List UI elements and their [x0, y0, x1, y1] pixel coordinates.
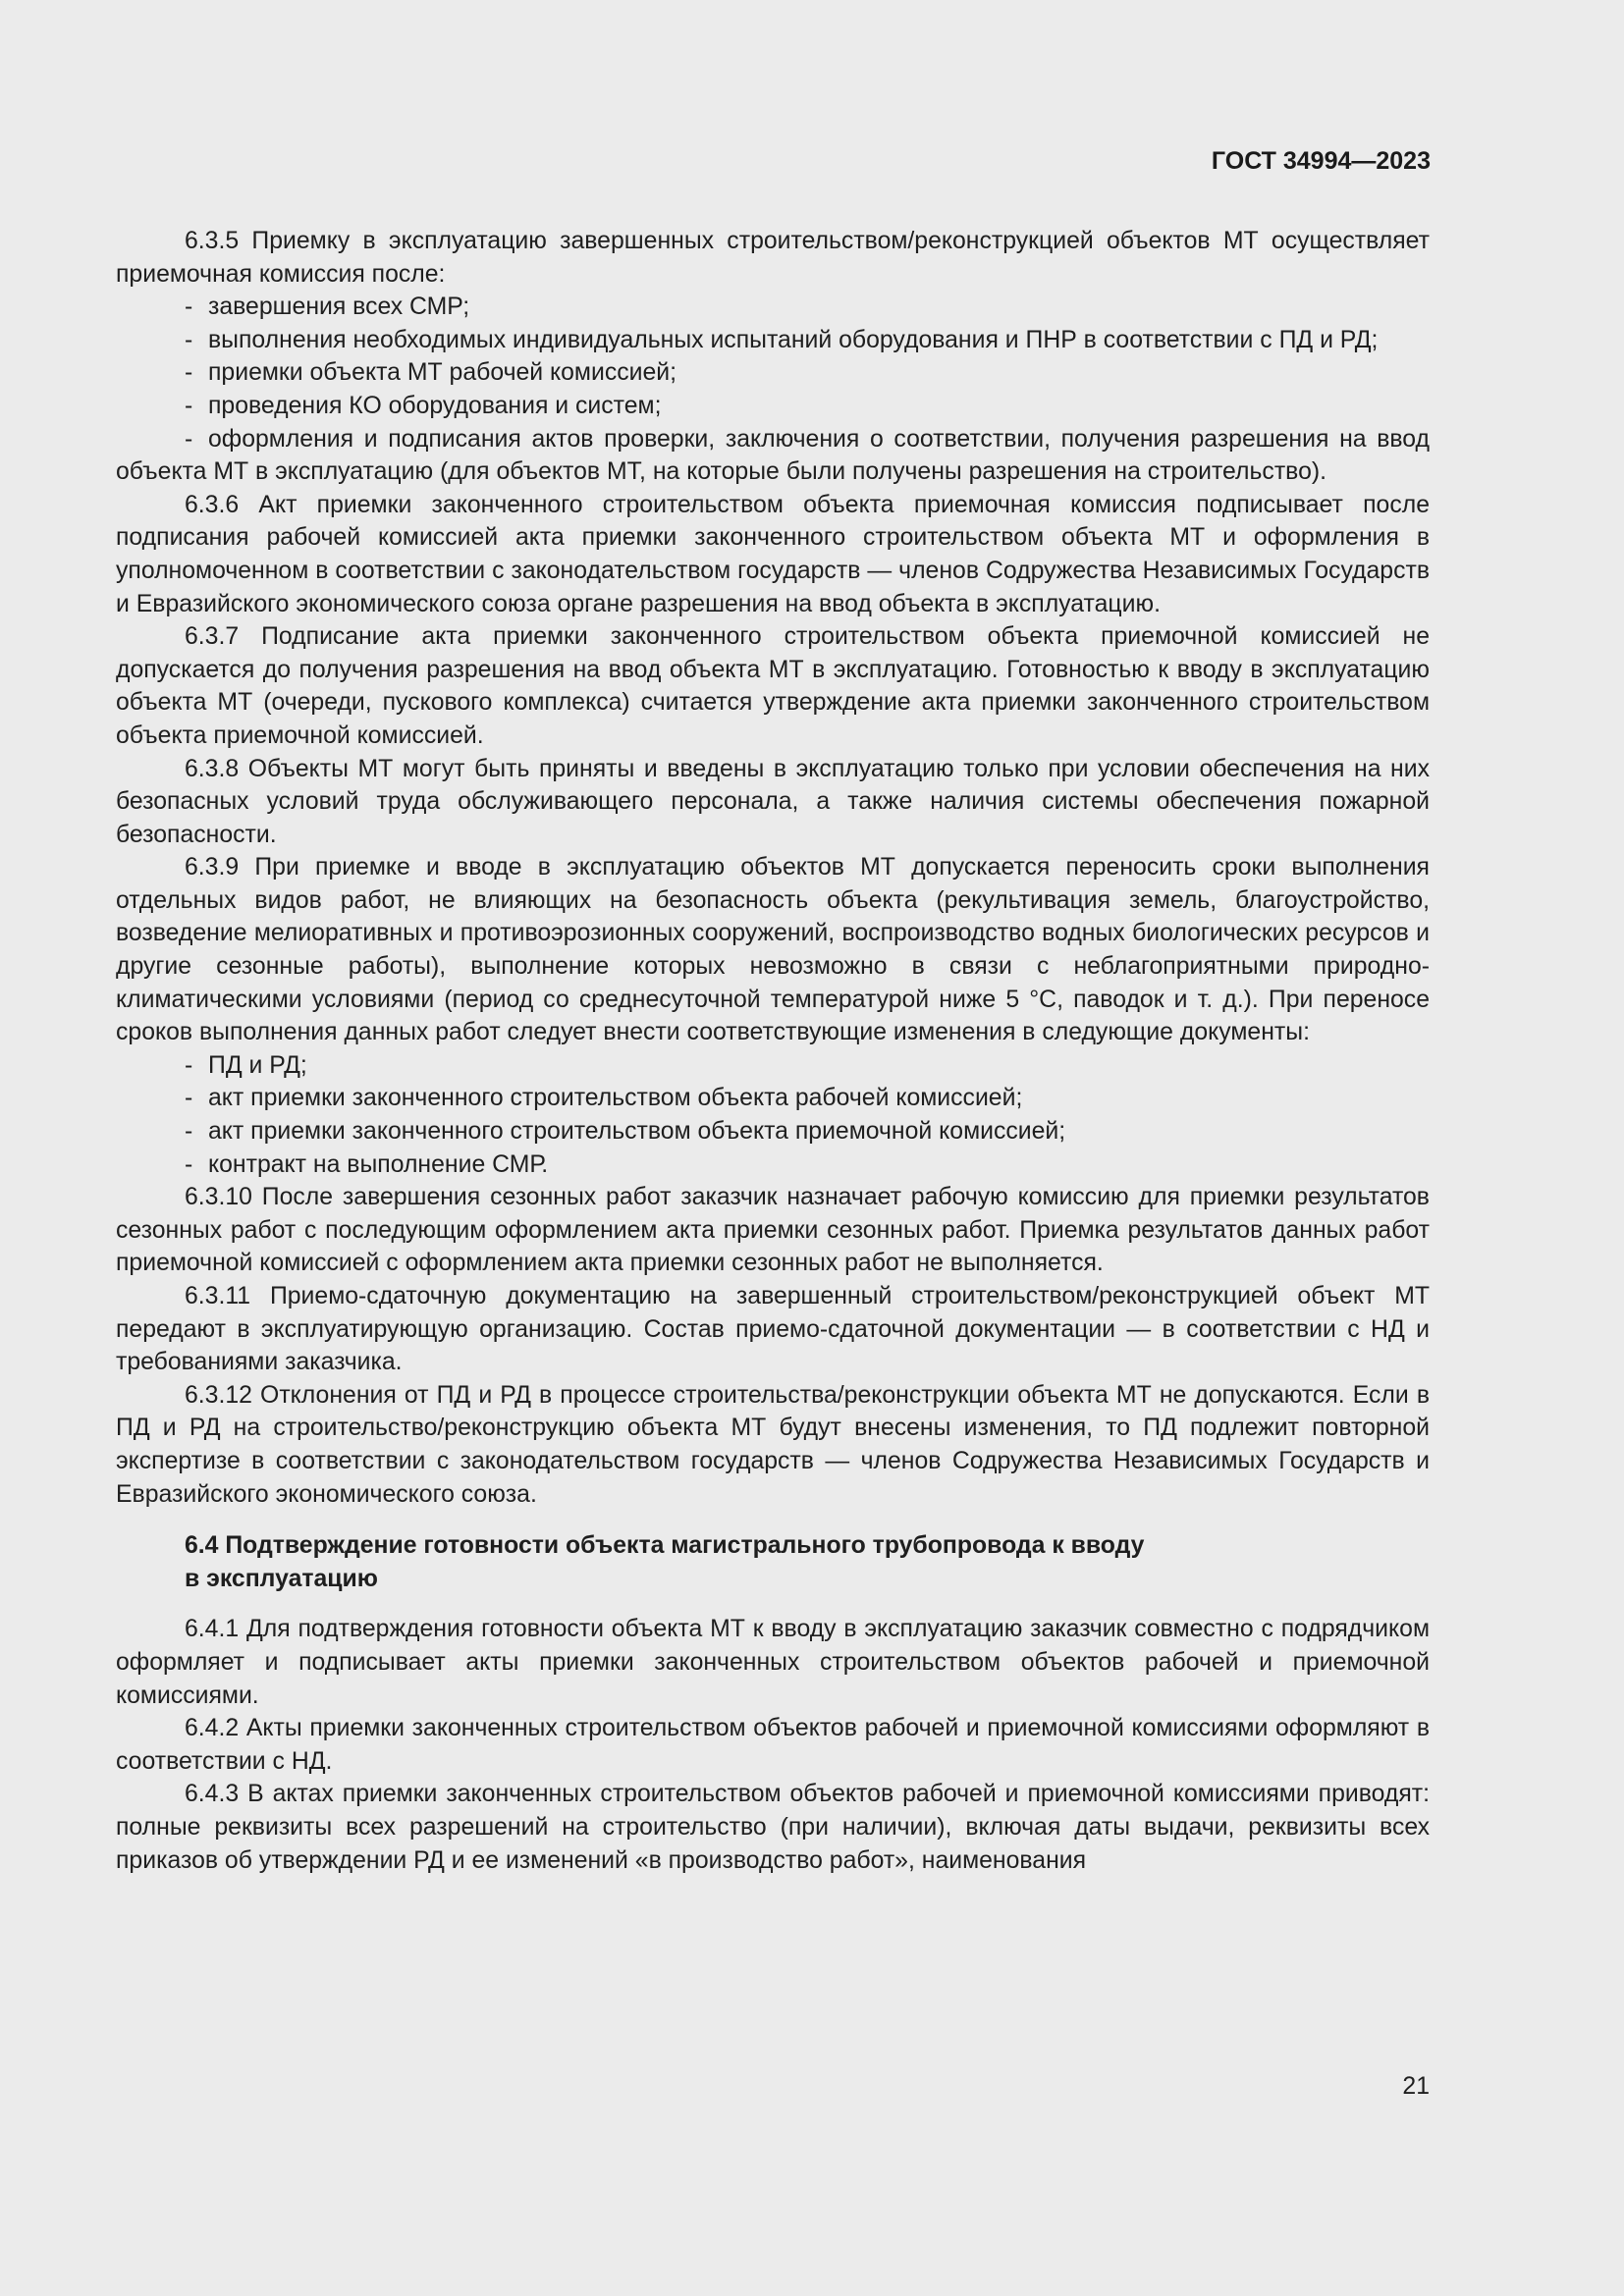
- list-item-text: контракт на выполнение СМР.: [208, 1150, 549, 1178]
- paragraph-6-4-2: 6.4.2 Акты приемки законченных строительством объектов рабочей и приемочной комиссиями оформляют в соответствии с НД.: [116, 1715, 1430, 1775]
- list-item: [116, 324, 1430, 357]
- list-item-text: ПД и РД;: [208, 1051, 307, 1079]
- dash-bullet: -: [185, 294, 193, 321]
- list-item: [116, 1115, 1430, 1148]
- dash-bullet: -: [185, 1085, 193, 1112]
- paragraph-6-3-11: 6.3.11 Приемо-сдаточную документацию на завершенный строительством/реконструкцией объект МТ передают в эксплуатирующую организацию. Состав приемо-сдаточной документации — в соответствии с НД и требованиями заказчика.: [116, 1283, 1430, 1376]
- paragraph-6-3-9: 6.3.9 При приемке и вводе в эксплуатацию объектов МТ допускается переносить сроки выполнения отдельных видов работ, не влияющих на безопасность объекта (рекультивация земель, благоустройство, возведение мелиоративных и противоэрозионных сооружений, воспроизводство водных биологических ресурсов и другие сезонные работы), выполнение которых невозможно в связи с неблагоприятными природно-климатическими условиями (период со среднесуточной температурой ниже 5 °С, паводок и т. д.). При переносе сроков выполнения данных работ следует внести соответствующие изменения в следующие документы:: [116, 854, 1430, 1046]
- section-heading-6-4: [116, 1529, 1430, 1595]
- dash-bullet: -: [185, 1051, 193, 1079]
- list-item-text: оформления и подписания актов проверки, заключения о соответствии, получения разрешения на ввод объекта МТ в эксплуатацию (для объектов МТ, на которые были получены разрешения на строительство).: [116, 425, 1430, 486]
- document-code: ГОСТ 34994—2023: [1211, 147, 1431, 175]
- page-content: [116, 225, 1430, 1877]
- page-number: 21: [1402, 2073, 1430, 2100]
- dash-bullet: -: [185, 425, 193, 453]
- list-item-text: завершения всех СМР;: [208, 294, 470, 321]
- paragraph-6-3-5: 6.3.5 Приемку в эксплуатацию завершенных строительством/реконструкцией объектов МТ осуществляет приемочная комиссия после:: [116, 228, 1430, 288]
- list-item: [116, 1082, 1430, 1115]
- dash-bullet: -: [185, 1150, 193, 1178]
- section-heading-line: 6.4 Подтверждение готовности объекта магистрального трубопровода к вводу: [185, 1532, 1145, 1560]
- paragraph-6-3-12: 6.3.12 Отклонения от ПД и РД в процессе строительства/реконструкции объекта МТ не допускаются. Если в ПД и РД на строительство/реконструкцию объекта МТ будут внесены изменения, то ПД подлежит повторной экспертизе в соответствии с законодательством государств — членов Содружества Независимых Государств и Евразийского экономического союза.: [116, 1381, 1430, 1508]
- list-item: [116, 291, 1430, 324]
- paragraph-6-3-7: 6.3.7 Подписание акта приемки законченного строительством объекта приемочной комиссией не допускается до получения разрешения на ввод объекта МТ в эксплуатацию. Готовностью к вводу в эксплуатацию объекта МТ (очереди, пускового комплекса) считается утверждение акта приемки законченного строительством объекта приемочной комиссией.: [116, 623, 1430, 749]
- list-item-text: акт приемки законченного строительством объекта приемочной комиссией;: [208, 1118, 1066, 1146]
- paragraph-6-4-1: 6.4.1 Для подтверждения готовности объекта МТ к вводу в эксплуатацию заказчик совместно с подрядчиком оформляет и подписывает акты приемки законченных строительством объектов рабочей и приемочной комиссиями.: [116, 1616, 1430, 1709]
- list-item-text: акт приемки законченного строительством объекта рабочей комиссией;: [208, 1085, 1023, 1112]
- list-item: [116, 423, 1430, 489]
- paragraph-6-3-8: 6.3.8 Объекты МТ могут быть приняты и введены в эксплуатацию только при условии обеспечения на них безопасных условий труда обслуживающего персонала, а также наличия системы обеспечения пожарной безопасности.: [116, 755, 1430, 848]
- list-item-text: выполнения необходимых индивидуальных испытаний оборудования и ПНР в соответствии с ПД и РД;: [208, 326, 1379, 353]
- dash-bullet: -: [185, 359, 193, 387]
- paragraph-6-3-10: 6.3.10 После завершения сезонных работ заказчик назначает рабочую комиссию для приемки результатов сезонных работ с последующим оформлением акта приемки сезонных работ. Приемка результатов данных работ приемочной комиссией с оформлением акта приемки сезонных работ не выполняется.: [116, 1184, 1430, 1277]
- dash-bullet: -: [185, 326, 193, 353]
- list-item: [116, 390, 1430, 423]
- list-item: [116, 1049, 1430, 1083]
- list-item: [116, 356, 1430, 390]
- dash-bullet: -: [185, 392, 193, 419]
- section-heading-line: в эксплуатацию: [185, 1565, 378, 1592]
- list-item-text: приемки объекта МТ рабочей комиссией;: [208, 359, 677, 387]
- paragraph-6-4-3: 6.4.3 В актах приемки законченных строительством объектов рабочей и приемочной комиссиями приводят: полные реквизиты всех разрешений на строительство (при наличии), включая даты выдачи, реквизиты всех приказов об утверждении РД и ее изменений «в производство работ», наименования: [116, 1781, 1430, 1874]
- dash-bullet: -: [185, 1118, 193, 1146]
- list-item: [116, 1148, 1430, 1182]
- paragraph-6-3-6: 6.3.6 Акт приемки законченного строительством объекта приемочная комиссия подписывает после подписания рабочей комиссией акта приемки законченного строительством объекта МТ и оформления в уполномоченном в соответствии с законодательством государств — членов Содружества Независимых Государств и Евразийского экономического союза органе разрешения на ввод объекта в эксплуатацию.: [116, 491, 1430, 617]
- list-item-text: проведения КО оборудования и систем;: [208, 392, 662, 419]
